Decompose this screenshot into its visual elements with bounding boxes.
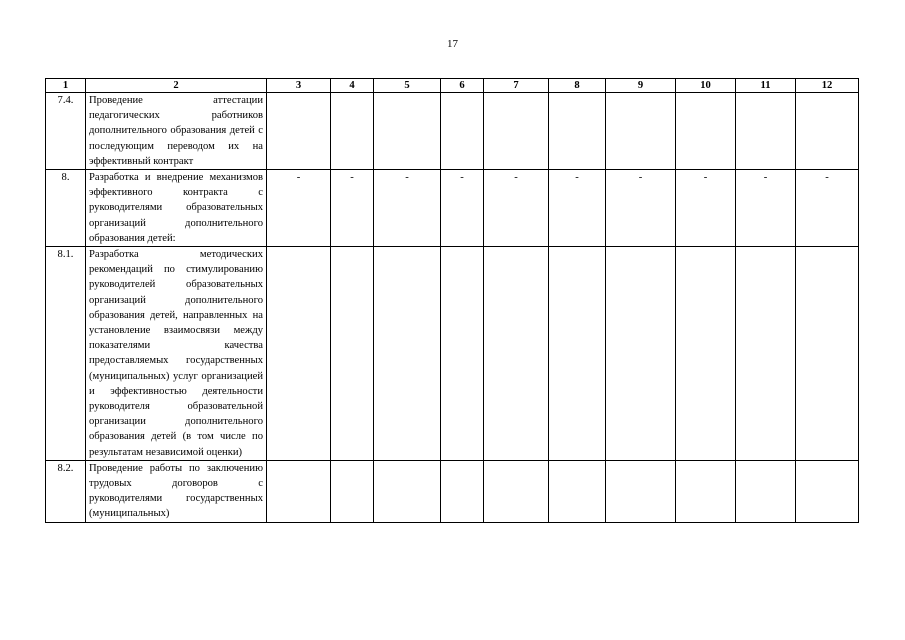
value-cell xyxy=(676,460,736,522)
value-cell xyxy=(484,460,549,522)
value-cell: - xyxy=(441,170,484,247)
value-cell xyxy=(796,247,859,461)
column-header: 3 xyxy=(267,79,331,93)
column-header: 6 xyxy=(441,79,484,93)
column-header: 12 xyxy=(796,79,859,93)
value-cell xyxy=(736,247,796,461)
value-cell xyxy=(606,247,676,461)
column-header: 2 xyxy=(86,79,267,93)
value-cell: - xyxy=(549,170,606,247)
value-cell xyxy=(331,460,374,522)
value-cell xyxy=(736,93,796,170)
value-cell xyxy=(267,460,331,522)
value-cell: - xyxy=(796,170,859,247)
table-row xyxy=(46,247,859,461)
row-description: Проведение работы по заключению трудовых договоров с руководителями государственных (муниципальных) xyxy=(86,460,267,522)
row-number: 8.1. xyxy=(46,247,86,461)
value-cell xyxy=(441,93,484,170)
column-header: 7 xyxy=(484,79,549,93)
value-cell: - xyxy=(736,170,796,247)
row-description: Разработка и внедрение механизмов эффективного контракта с руководителями образовательных организаций дополнительного образования детей: xyxy=(86,170,267,247)
page-number: 17 xyxy=(447,38,458,50)
value-cell xyxy=(484,93,549,170)
value-cell: - xyxy=(606,170,676,247)
value-cell xyxy=(676,93,736,170)
row-description: Проведение аттестации педагогических работников дополнительного образования детей с последующим переводом их на эффективный контракт xyxy=(86,93,267,170)
row-number: 8. xyxy=(46,170,86,247)
column-header: 11 xyxy=(736,79,796,93)
value-cell xyxy=(549,247,606,461)
column-header: 8 xyxy=(549,79,606,93)
value-cell xyxy=(796,93,859,170)
row-number: 8.2. xyxy=(46,460,86,522)
value-cell xyxy=(796,460,859,522)
value-cell: - xyxy=(374,170,441,247)
row-number: 7.4. xyxy=(46,93,86,170)
table-row xyxy=(46,170,859,247)
column-header: 5 xyxy=(374,79,441,93)
column-header: 10 xyxy=(676,79,736,93)
value-cell: - xyxy=(676,170,736,247)
value-cell xyxy=(441,247,484,461)
value-cell xyxy=(676,247,736,461)
value-cell xyxy=(374,93,441,170)
value-cell xyxy=(441,460,484,522)
column-header: 9 xyxy=(606,79,676,93)
table-row xyxy=(46,93,859,170)
value-cell xyxy=(549,93,606,170)
value-cell xyxy=(267,247,331,461)
value-cell: - xyxy=(331,170,374,247)
row-description: Разработка методических рекомендаций по стимулированию руководителей образовательных организаций дополнительного образования детей, направленных на установление взаимосвязи между показателями качества предоставляемых государственных (муниципальных) услуг организацией и эффективностью деятельности руководителя образовательной организации дополнительного образования детей (в том числе по результатам независимой оценки) xyxy=(86,247,267,461)
column-header: 4 xyxy=(331,79,374,93)
value-cell: - xyxy=(267,170,331,247)
value-cell xyxy=(484,247,549,461)
table-row xyxy=(46,460,859,522)
value-cell xyxy=(606,460,676,522)
column-header: 1 xyxy=(46,79,86,93)
value-cell xyxy=(606,93,676,170)
value-cell xyxy=(331,247,374,461)
header-row xyxy=(46,79,859,93)
value-cell xyxy=(549,460,606,522)
value-cell xyxy=(736,460,796,522)
value-cell xyxy=(374,460,441,522)
value-cell xyxy=(267,93,331,170)
value-cell xyxy=(331,93,374,170)
value-cell xyxy=(374,247,441,461)
plan-table xyxy=(45,78,859,523)
value-cell: - xyxy=(484,170,549,247)
